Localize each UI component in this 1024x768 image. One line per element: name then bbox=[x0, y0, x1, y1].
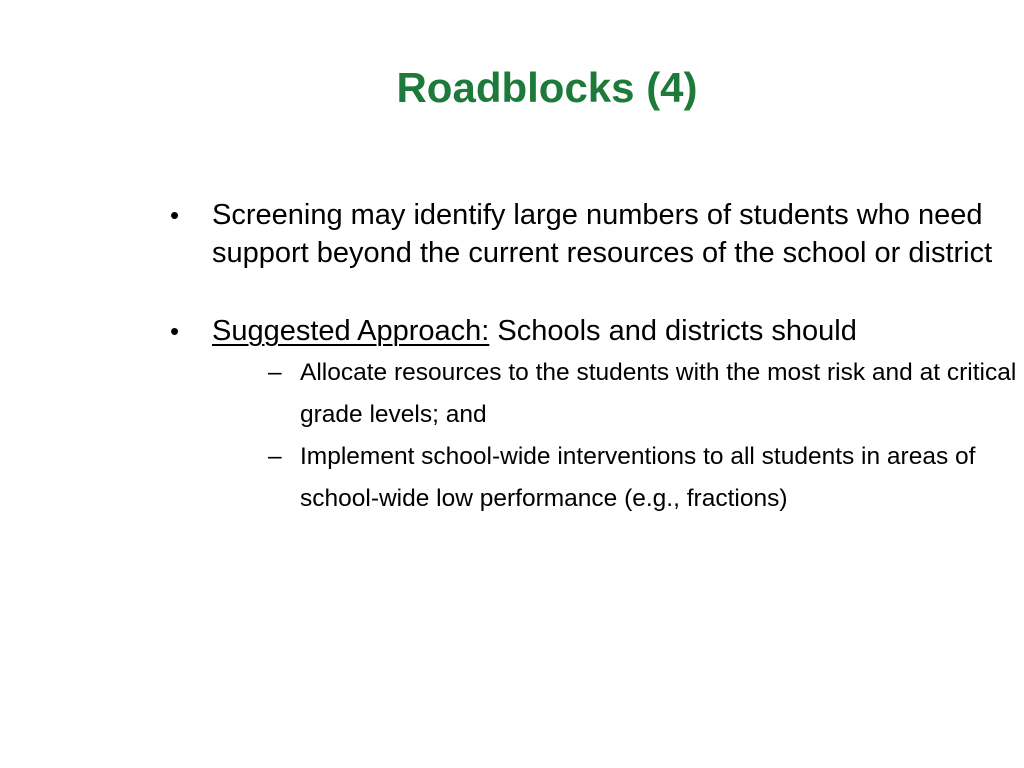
subbullet-implement-interventions bbox=[212, 436, 1018, 520]
bullet-marker: • bbox=[170, 316, 180, 346]
bullet-screening bbox=[168, 196, 1018, 272]
subbullet-marker: – bbox=[268, 359, 282, 386]
subbullet-text: Implement school-wide interventions to all students in areas of school-wide low performance (e.g., fractions) bbox=[300, 443, 976, 512]
subbullet-text: Allocate resources to the students with the most risk and at critical grade levels; and bbox=[300, 359, 1017, 428]
bullet-text: Screening may identify large numbers of students who need support beyond the current resources of the school or district bbox=[212, 199, 993, 269]
slide-content bbox=[168, 196, 1018, 520]
bullet-marker: • bbox=[170, 200, 180, 230]
subbullet-marker: – bbox=[268, 443, 282, 470]
subbullet-allocate-resources bbox=[212, 352, 1018, 436]
bullet-suggested-approach bbox=[168, 312, 1018, 520]
suggested-approach-label: Suggested Approach: bbox=[212, 315, 490, 347]
slide-title: Roadblocks (4) bbox=[396, 64, 698, 111]
subbullet-list bbox=[212, 352, 1018, 520]
bullet-text: Schools and districts should bbox=[489, 315, 857, 347]
